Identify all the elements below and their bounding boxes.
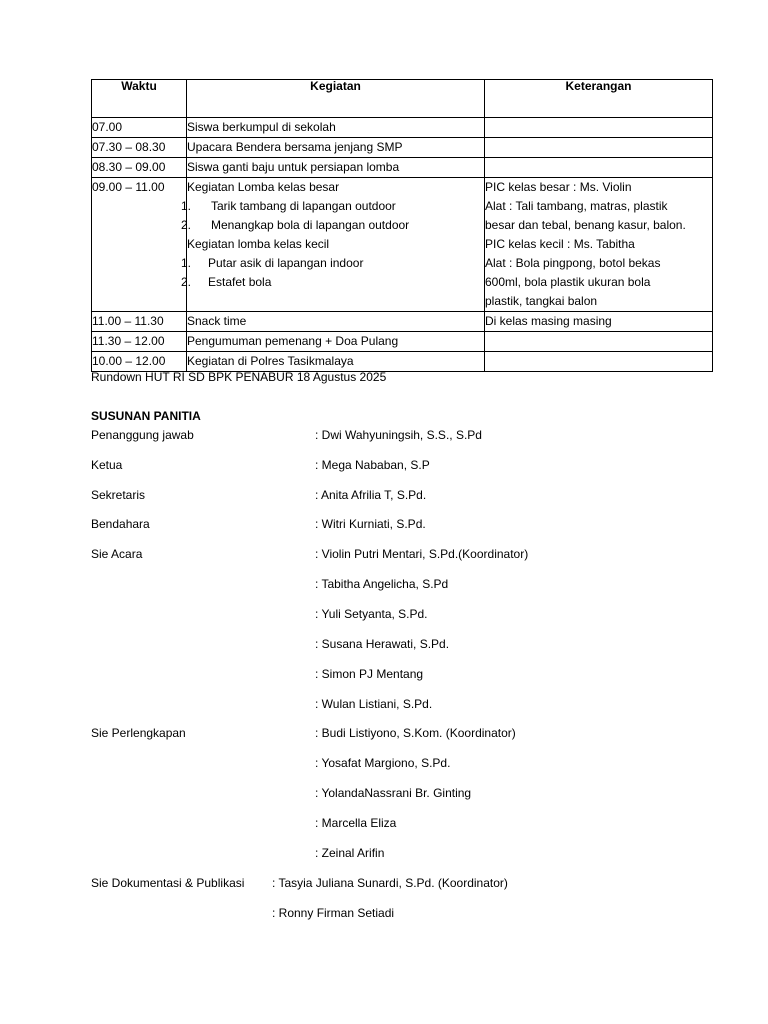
note-line: Alat : Bola pingpong, botol bekas bbox=[485, 256, 661, 270]
name-ketua: : Mega Nababan, S.P bbox=[315, 458, 430, 472]
name-sekretaris: : Anita Afrilia T, S.Pd. bbox=[315, 488, 427, 502]
role-sie-acara: Sie Acara bbox=[91, 547, 143, 561]
committee-heading: SUSUNAN PANITIA bbox=[91, 409, 201, 423]
name-bendahara: : Witri Kurniati, S.Pd. bbox=[315, 517, 426, 531]
name-sie-acara: : Yuli Setyanta, S.Pd. bbox=[315, 607, 428, 621]
table-row bbox=[92, 118, 713, 138]
activity-cell: Siswa berkumpul di sekolah bbox=[187, 118, 485, 138]
activity-cell bbox=[181, 178, 485, 312]
note-line: besar dan tebal, benang kasur, balon. bbox=[485, 218, 686, 232]
name-sie-perlengkapan: : Yosafat Margiono, S.Pd. bbox=[315, 756, 451, 770]
name-penanggung-jawab: : Dwi Wahyuningsih, S.S., S.Pd bbox=[315, 428, 482, 442]
table-row bbox=[92, 178, 713, 312]
role-sekretaris: Sekretaris bbox=[91, 488, 146, 502]
list-text: Estafet bola bbox=[208, 275, 272, 289]
note-cell bbox=[485, 138, 713, 158]
table-caption: Rundown HUT RI SD BPK PENABUR 18 Agustus 2025 bbox=[91, 370, 387, 384]
note-cell bbox=[485, 158, 713, 178]
list-number: 2. bbox=[181, 275, 192, 289]
time-cell: 07.00 bbox=[92, 118, 187, 138]
time-cell: 07.30 – 08.30 bbox=[92, 138, 187, 158]
activity-cell: Kegiatan di Polres Tasikmalaya bbox=[187, 352, 485, 372]
table-row bbox=[92, 138, 713, 158]
header-kegiatan: Kegiatan bbox=[187, 80, 485, 118]
role-sie-dokumentasi: Sie Dokumentasi & Publikasi bbox=[91, 876, 245, 890]
name-sie-acara: : Susana Herawati, S.Pd. bbox=[315, 637, 450, 651]
role-ketua: Ketua bbox=[91, 458, 123, 472]
name-sie-perlengkapan: : Marcella Eliza bbox=[315, 816, 397, 830]
note-cell bbox=[485, 178, 713, 312]
list-text: Putar asik di lapangan indoor bbox=[208, 256, 364, 270]
table-row bbox=[92, 332, 713, 352]
name-sie-perlengkapan: : Budi Listiyono, S.Kom. (Koordinator) bbox=[315, 726, 516, 740]
activity-subtitle: Kegiatan Lomba kelas besar bbox=[187, 180, 340, 194]
list-number: 2. bbox=[181, 218, 192, 232]
name-sie-dokumentasi: : Ronny Firman Setiadi bbox=[272, 906, 395, 920]
activity-subtitle: Kegiatan lomba kelas kecil bbox=[187, 237, 330, 251]
name-sie-acara: : Simon PJ Mentang bbox=[315, 667, 424, 681]
table-header-row bbox=[92, 80, 713, 118]
note-cell bbox=[485, 118, 713, 138]
list-number: 1. bbox=[181, 256, 192, 270]
name-sie-perlengkapan: : Zeinal Arifin bbox=[315, 846, 385, 860]
note-line: Alat : Tali tambang, matras, plastik bbox=[485, 199, 668, 213]
note-cell: Di kelas masing masing bbox=[485, 312, 713, 332]
name-sie-acara: : Wulan Listiani, S.Pd. bbox=[315, 697, 433, 711]
note-line: PIC kelas besar : Ms. Violin bbox=[485, 180, 632, 194]
list-item bbox=[181, 273, 484, 292]
time-cell: 09.00 – 11.00 bbox=[92, 178, 187, 312]
rundown-table bbox=[91, 79, 713, 372]
list-text: Menangkap bola di lapangan outdoor bbox=[211, 218, 410, 232]
time-cell: 11.30 – 12.00 bbox=[92, 332, 187, 352]
list-item bbox=[181, 197, 484, 216]
role-sie-perlengkapan: Sie Perlengkapan bbox=[91, 726, 186, 740]
activity-cell: Upacara Bendera bersama jenjang SMP bbox=[187, 138, 485, 158]
note-line: PIC kelas kecil : Ms. Tabitha bbox=[485, 237, 635, 251]
list-item bbox=[181, 216, 484, 235]
note-line: 600ml, bola plastik ukuran bola bbox=[485, 275, 651, 289]
name-sie-perlengkapan: : YolandaNassrani Br. Ginting bbox=[315, 786, 472, 800]
table-row bbox=[92, 158, 713, 178]
time-cell: 08.30 – 09.00 bbox=[92, 158, 187, 178]
activity-cell: Snack time bbox=[187, 312, 485, 332]
table-row bbox=[92, 352, 713, 372]
list-text: Tarik tambang di lapangan outdoor bbox=[211, 199, 396, 213]
activity-cell: Pengumuman pemenang + Doa Pulang bbox=[187, 332, 485, 352]
time-cell: 10.00 – 12.00 bbox=[92, 352, 187, 372]
note-cell bbox=[485, 332, 713, 352]
list-item bbox=[181, 254, 484, 273]
name-sie-dokumentasi: : Tasyia Juliana Sunardi, S.Pd. (Koordinator) bbox=[272, 876, 508, 890]
activity-cell: Siswa ganti baju untuk persiapan lomba bbox=[187, 158, 485, 178]
note-line: plastik, tangkai balon bbox=[485, 294, 598, 308]
list-number: 1. bbox=[181, 199, 192, 213]
time-cell: 11.00 – 11.30 bbox=[92, 312, 187, 332]
role-bendahara: Bendahara bbox=[91, 517, 150, 531]
table-row bbox=[92, 312, 713, 332]
name-sie-acara: : Violin Putri Mentari, S.Pd.(Koordinator) bbox=[315, 547, 529, 561]
name-sie-acara: : Tabitha Angelicha, S.Pd bbox=[315, 577, 449, 591]
header-waktu: Waktu bbox=[92, 80, 187, 118]
role-penanggung-jawab: Penanggung jawab bbox=[91, 428, 194, 442]
note-cell bbox=[485, 352, 713, 372]
header-keterangan: Keterangan bbox=[485, 80, 713, 118]
